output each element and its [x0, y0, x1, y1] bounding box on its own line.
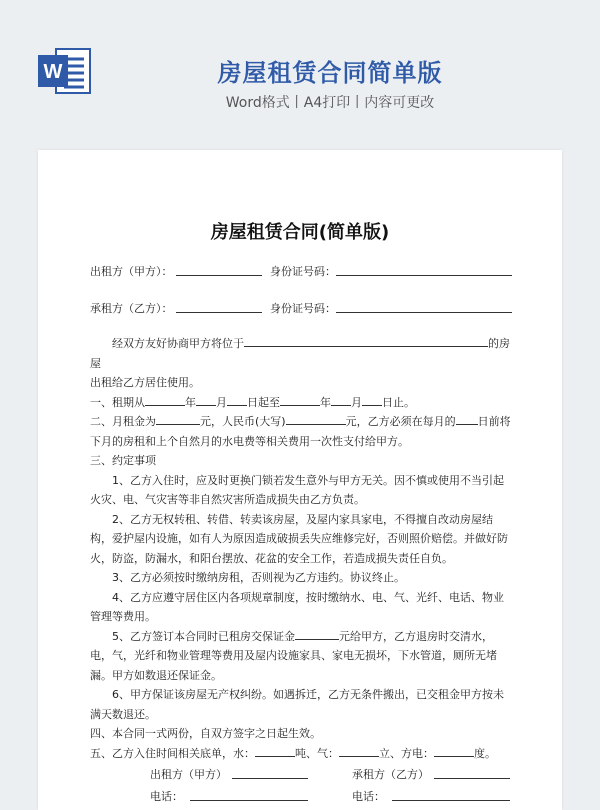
- end-day-blank[interactable]: [362, 394, 382, 406]
- lessor-id-blank[interactable]: [336, 263, 512, 276]
- sign-lessee-blank[interactable]: [434, 766, 510, 779]
- clause-3: 3、乙方必须按时缴纳房租，否则视为乙方违约。协议终止。: [112, 571, 405, 584]
- deposit-blank[interactable]: [295, 628, 339, 640]
- intro-paragraph: 经双方友好协商甲方将位于 的房屋: [90, 337, 510, 370]
- document-title: 房屋租赁合同(简单版): [210, 222, 390, 243]
- rent-amount-blank[interactable]: [156, 413, 200, 425]
- water-blank[interactable]: [255, 745, 295, 757]
- page-title: 房屋租赁合同简单版: [217, 59, 443, 87]
- page-subtitle: Word格式丨A4打印丨内容可更改: [225, 95, 435, 111]
- lessor-id-label: 身份证号码：: [270, 265, 336, 278]
- address-blank[interactable]: [244, 335, 488, 347]
- end-month-blank[interactable]: [331, 394, 351, 406]
- lessor-label: 出租方（甲方）：: [90, 265, 173, 278]
- lessor-phone-label: 电话：: [150, 790, 183, 803]
- clause-2: 2、乙方无权转租、转借、转卖该房屋，及屋内家具家电，不得擅自改动房屋结构，爱护屋内设施，如有人为原因造成破损丢失应维修完好，否则照价赔偿。并做好防火，防盗，防漏水，和阳台摆放、花盆的安全工作，若造成损失责任自负。: [90, 512, 508, 565]
- intro-paragraph-end: 出租给乙方居住使用。: [90, 376, 200, 389]
- lessee-phone-blank[interactable]: [392, 788, 510, 801]
- word-icon-letter: W: [43, 61, 63, 83]
- meter-item: 五、乙方入住时间相关底单，水： 吨、气： 立、方电： 度。: [90, 746, 496, 760]
- lessee-label: 承租方（乙方）：: [90, 302, 173, 315]
- lessee-phone-label: 电话：: [352, 790, 385, 803]
- lessee-id-label: 身份证号码：: [270, 302, 336, 315]
- rent-item: 二、月租金为 元，人民币(大写) 元，乙方必须在每月的 日前将下月的房租和上个自然月的水电费等相关费用一次性支付给甲方。: [90, 415, 511, 448]
- start-month-blank[interactable]: [196, 394, 216, 406]
- sign-lessee-label: 承租方（乙方）: [352, 768, 429, 781]
- sign-lessor-blank[interactable]: [232, 766, 308, 779]
- clause-6: 6、甲方保证该房屋无产权纠纷。如遇拆迁，乙方无条件搬出，已交租金甲方按未满天数退还。: [90, 688, 504, 721]
- electricity-blank[interactable]: [434, 745, 474, 757]
- lessee-name-blank[interactable]: [176, 300, 262, 313]
- document-page: [38, 150, 562, 810]
- gas-blank[interactable]: [339, 745, 379, 757]
- pay-day-blank[interactable]: [456, 413, 478, 425]
- agreements-title: 三、约定事项: [90, 454, 156, 467]
- lessor-phone-blank[interactable]: [190, 788, 308, 801]
- clause-5: 5、乙方签订本合同时已租房交保证金 元给甲方，乙方退房时交清水，电，气，光纤和物业管理等费用及屋内设施家具、家电无损坏，下水管道，厕所无堵漏。甲方如数退还保证金。: [90, 629, 497, 682]
- clause-1: 1、乙方入住时，应及时更换门锁若发生意外与甲方无关。因不慎或使用不当引起火灾、电、气灾害等非自然灾害所造成损失由乙方负责。: [90, 473, 504, 506]
- page-header: [0, 0, 600, 150]
- sign-lessor-label: 出租方（甲方）: [150, 768, 227, 781]
- start-year-blank[interactable]: [145, 394, 185, 406]
- effective-item: 四、本合同一式两份，自双方签字之日起生效。: [90, 727, 321, 740]
- rent-uppercase-blank[interactable]: [286, 413, 346, 425]
- end-year-blank[interactable]: [280, 394, 320, 406]
- lessor-name-blank[interactable]: [176, 263, 262, 276]
- clause-4: 4、乙方应遵守居住区内各项规章制度，按时缴纳水、电、气、光纤、电话、物业管理等费用。: [90, 590, 504, 623]
- start-day-blank[interactable]: [227, 394, 247, 406]
- lessee-id-blank[interactable]: [336, 300, 512, 313]
- lease-term-item: 一、租期从 年 月 日起至 年 月 日止。: [90, 395, 415, 409]
- contract-body: [90, 334, 512, 763]
